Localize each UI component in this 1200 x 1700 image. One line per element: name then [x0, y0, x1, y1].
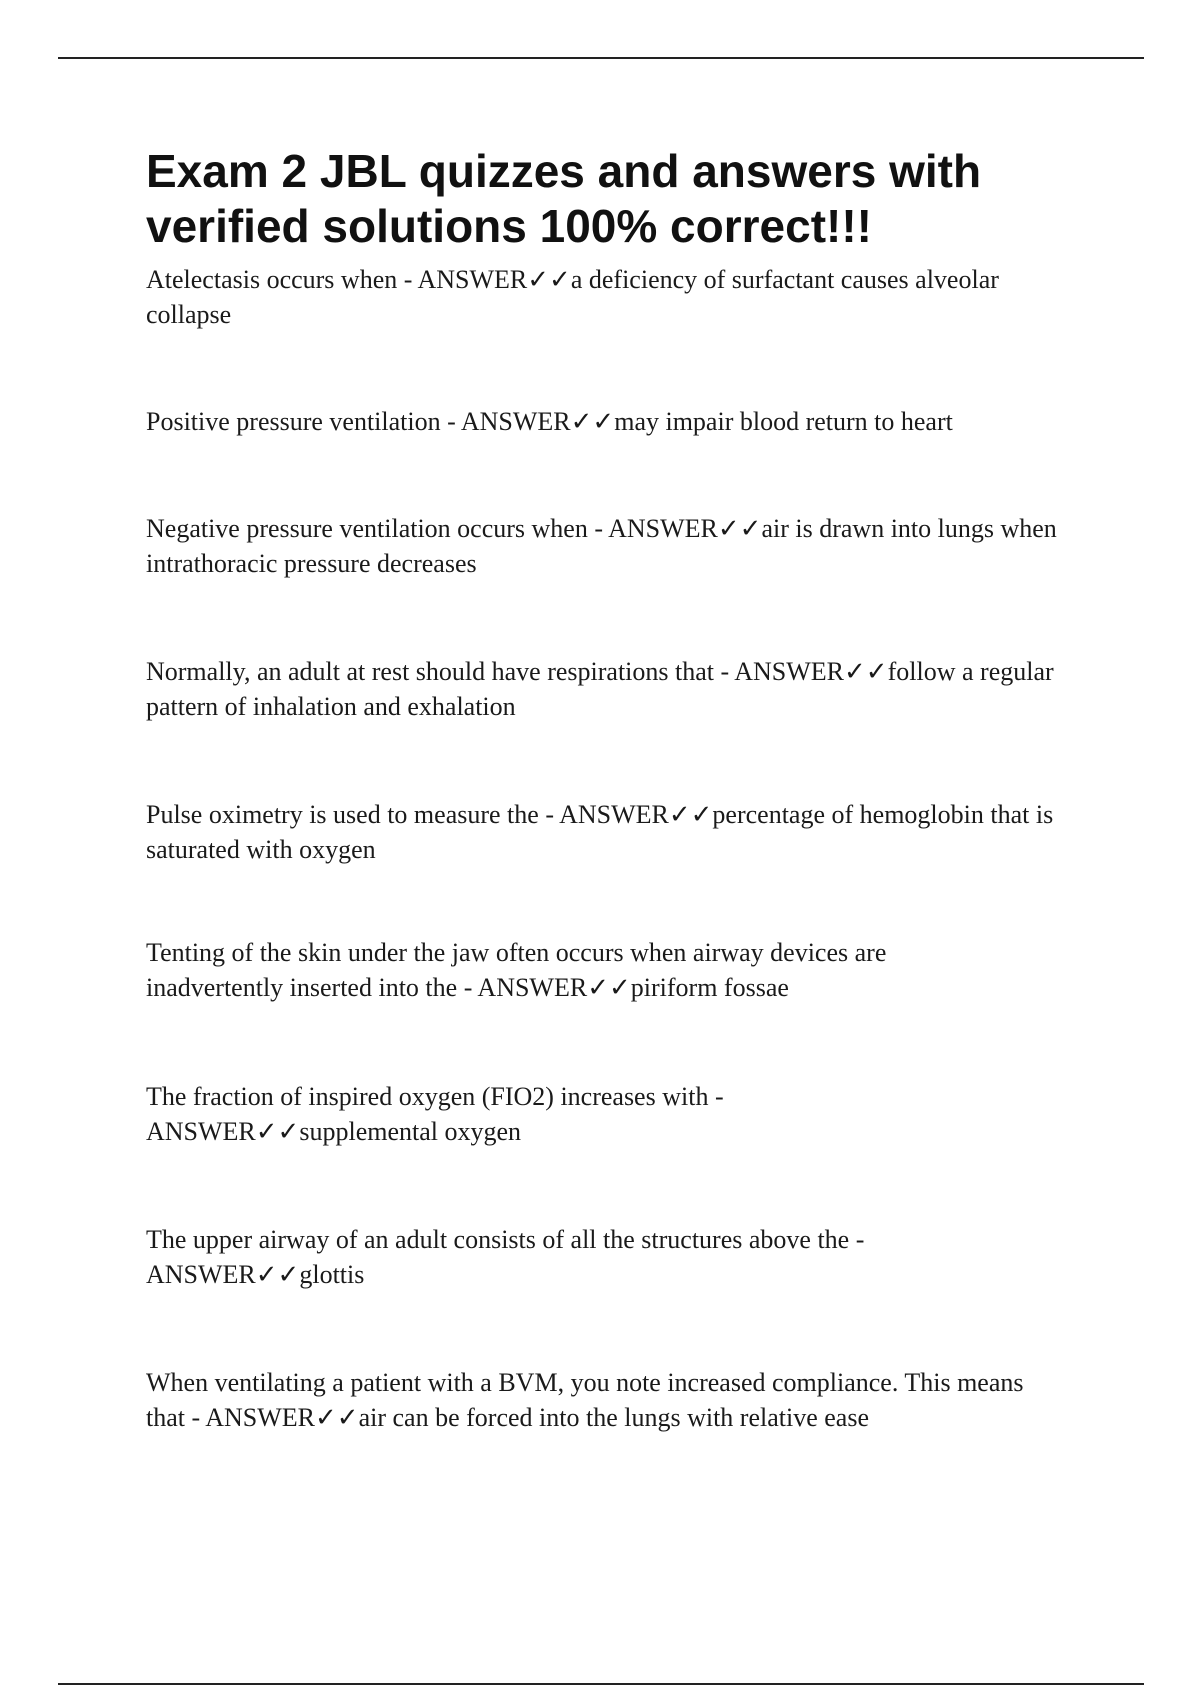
question-text: Normally, an adult at rest should have respirations that [146, 657, 715, 686]
separator: - [185, 1403, 206, 1432]
answer-label: ANSWER✓✓ [146, 1117, 300, 1146]
qa-item-6 [146, 935, 966, 1005]
question-text: Negative pressure ventilation occurs when [146, 514, 588, 543]
answer-label: ANSWER✓✓ [734, 657, 888, 686]
answer-text: air is drawn into lungs when intrathoracic pressure decreases [146, 514, 1057, 578]
page-title: Exam 2 JBL quizzes and answers with verified solutions 100% correct!!! [146, 145, 982, 252]
answer-label: ANSWER✓✓ [417, 265, 571, 294]
question-text: Positive pressure ventilation [146, 407, 441, 436]
separator: - [587, 514, 609, 543]
separator: - [397, 265, 418, 294]
answer-text: supplemental oxygen [299, 1117, 522, 1146]
answer-label: ANSWER✓✓ [460, 407, 615, 436]
qa-item-2 [146, 404, 1086, 439]
separator: - [708, 1082, 724, 1111]
answer-label: ANSWER✓✓ [146, 1260, 300, 1289]
separator: - [714, 657, 735, 686]
qa-item-4 [146, 654, 1086, 724]
separator: - [440, 407, 461, 436]
separator: - [849, 1225, 865, 1254]
answer-text: glottis [299, 1260, 365, 1289]
qa-item-7 [146, 1079, 796, 1149]
separator: - [538, 800, 560, 829]
answer-label: ANSWER✓✓ [205, 1403, 359, 1432]
answer-text: may impair blood return to heart [614, 407, 953, 436]
qa-item-5 [146, 797, 1086, 867]
answer-text: piriform fossae [630, 973, 789, 1002]
answer-label: ANSWER✓✓ [608, 514, 762, 543]
question-text: When ventilating a patient with a BVM, you note increased compliance. This means that [146, 1368, 1024, 1432]
answer-label: ANSWER✓✓ [477, 973, 631, 1002]
answer-text: percentage of hemoglobin that is saturated with oxygen [146, 800, 1054, 864]
answer-label: ANSWER✓✓ [559, 800, 713, 829]
question-text: Tenting of the skin under the jaw often occurs when airway devices are inadvertently inserted into the [146, 938, 887, 1002]
qa-item-3 [146, 511, 1086, 581]
question-text: Pulse oximetry is used to measure the [146, 800, 539, 829]
qa-item-8 [146, 1222, 946, 1292]
bottom-divider [58, 1683, 1144, 1685]
question-text: The upper airway of an adult consists of all the structures above the [146, 1225, 850, 1254]
answer-text: a deficiency of surfactant causes alveolar collapse [146, 265, 999, 329]
top-divider [58, 57, 1144, 59]
qa-item-1 [146, 262, 1086, 332]
question-text: The fraction of inspired oxygen (FIO2) increases with [146, 1082, 709, 1111]
answer-text: follow a regular pattern of inhalation and exhalation [146, 657, 1054, 721]
qa-item-9 [146, 1365, 1046, 1435]
answer-text: air can be forced into the lungs with relative ease [358, 1403, 869, 1432]
question-text: Atelectasis occurs when [146, 265, 398, 294]
separator: - [457, 973, 478, 1002]
